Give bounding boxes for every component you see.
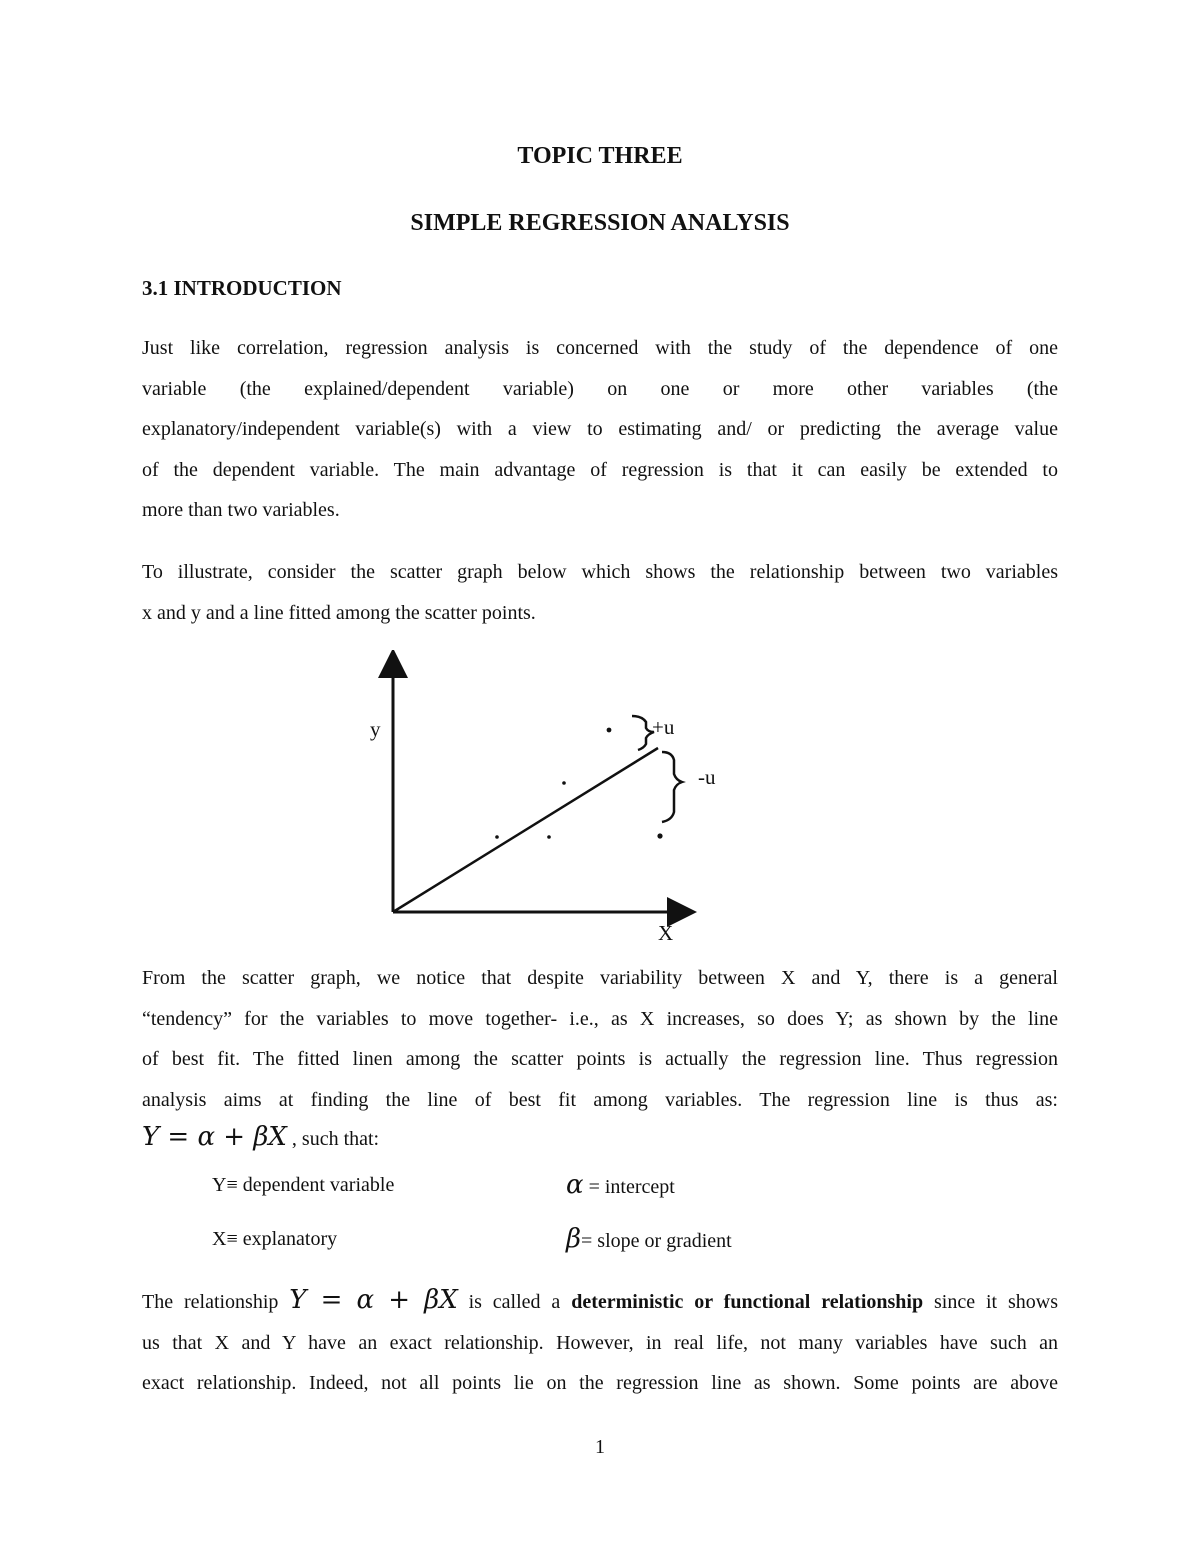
plus-u-brace <box>632 716 654 750</box>
closing-line: us that X and Y have an exact relationship. However, in real life, not many variables have such an <box>142 1331 1058 1354</box>
illustrate-line: To illustrate, consider the scatter graph below which shows the relationship between two variables <box>142 561 1058 583</box>
plus-u-label: +u <box>652 715 675 739</box>
x-definition: X≡ explanatory <box>212 1228 338 1250</box>
relationship-equation: Y = α + βX <box>289 1285 458 1315</box>
beta-definition <box>566 1224 732 1254</box>
beta-symbol: β <box>566 1224 582 1254</box>
minus-u-label: -u <box>698 765 716 789</box>
intro-line: explanatory/independent variable(s) with a view to estimating and/ or predicting the average value <box>142 418 1058 441</box>
beta-text: = slope or gradient <box>581 1230 732 1252</box>
scatter-point <box>657 833 662 838</box>
relationship-prefix: The relationship <box>142 1291 290 1313</box>
minus-u-brace <box>662 752 682 822</box>
equation-suffix: , such that: <box>286 1128 380 1150</box>
relationship-bold: deterministic or functional relationship <box>571 1291 924 1313</box>
x-axis-label: X <box>658 921 674 945</box>
relationship-middle: is called a <box>457 1291 572 1313</box>
scatter-point <box>562 781 566 785</box>
topic-label: TOPIC THREE <box>517 143 683 169</box>
section-heading: 3.1 INTRODUCTION <box>142 276 342 300</box>
intro-line: more than two variables. <box>142 499 340 522</box>
relationship-paragraph <box>142 1280 1058 1404</box>
alpha-definition <box>566 1170 675 1200</box>
alpha-text: = intercept <box>583 1176 675 1198</box>
page-number: 1 <box>595 1436 605 1458</box>
closing-line: exact relationship. Indeed, not all points lie on the regression line as shown. Some points are above <box>142 1372 1058 1395</box>
analysis-line: of best fit. The fitted linen among the scatter points is actually the regression line. Thus regression <box>142 1048 1058 1071</box>
alpha-symbol: α <box>566 1170 584 1200</box>
scatter-graph <box>340 650 740 950</box>
intro-line: variable (the explained/dependent variable) on one or more other variables (the <box>142 377 1058 400</box>
analysis-paragraph <box>142 958 1058 1120</box>
equation-line <box>142 1122 379 1152</box>
analysis-line: analysis aims at finding the line of best fit among variables. The regression line is thus as: <box>142 1088 1058 1111</box>
y-definition: Y≡ dependent variable <box>212 1174 395 1196</box>
scatter-point <box>495 835 499 839</box>
page-title: SIMPLE REGRESSION ANALYSIS <box>410 210 790 236</box>
intro-line: Just like correlation, regression analysis is concerned with the study of the dependence of one <box>142 337 1058 359</box>
illustrate-paragraph <box>142 552 1058 633</box>
regression-equation: Y = α + βX <box>142 1122 287 1152</box>
scatter-point <box>607 728 612 733</box>
analysis-line: “tendency” for the variables to move together- i.e., as X increases, so does Y; as shown by the line <box>142 1007 1058 1030</box>
regression-line <box>393 748 658 912</box>
illustrate-line: x and y and a line fitted among the scatter points. <box>142 601 536 624</box>
relationship-suffix: since it shows <box>923 1291 1058 1313</box>
intro-line: of the dependent variable. The main advantage of regression is that it can easily be extended to <box>142 458 1058 481</box>
intro-paragraph <box>142 328 1058 531</box>
y-axis-label: y <box>370 717 381 741</box>
analysis-line: From the scatter graph, we notice that despite variability between X and Y, there is a general <box>142 967 1058 989</box>
relationship-line <box>142 1280 1058 1323</box>
scatter-point <box>547 835 551 839</box>
